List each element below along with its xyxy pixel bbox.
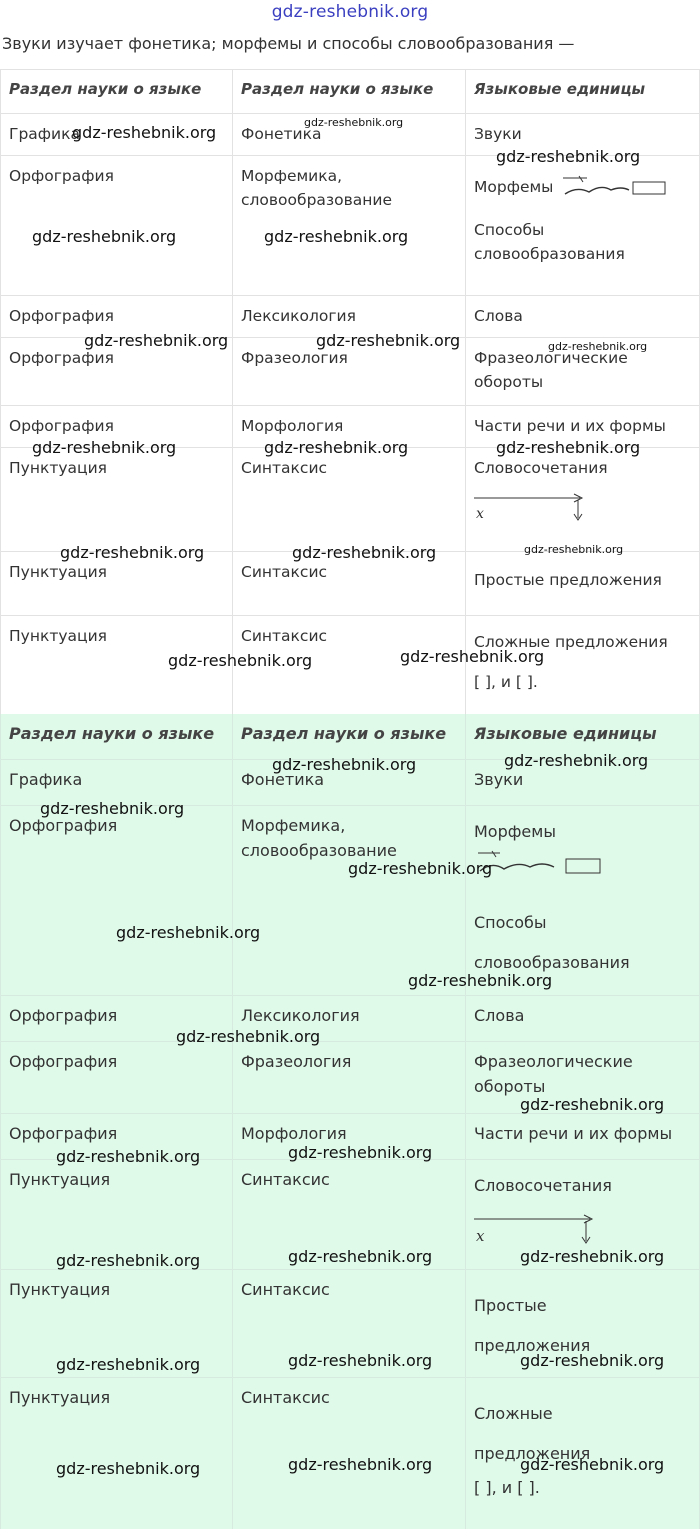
cell-section: Пунктуация [0, 552, 233, 615]
watermark-text: gdz-reshebnik.org [520, 1351, 665, 1370]
phrase-scheme-icon [474, 1211, 604, 1247]
watermark-text: gdz-reshebnik.org [72, 123, 217, 142]
cell-science: Фонетика [233, 760, 466, 805]
cell-science: Морфология [233, 406, 466, 447]
table-row [0, 616, 700, 716]
watermark-text: gdz-reshebnik.org [32, 438, 177, 457]
cell-section: Пунктуация [0, 1160, 233, 1269]
cell-section: Орфография [0, 996, 233, 1041]
scheme-x-label: x [476, 506, 484, 523]
watermark-text: gdz-reshebnik.org [520, 1095, 665, 1114]
cell-science: Морфемика, словообразование [233, 806, 466, 995]
watermark-text: gdz-reshebnik.org [496, 147, 641, 166]
header-col1: Раздел науки о языке [0, 70, 233, 113]
cell-units: Простые предложения [466, 552, 700, 615]
cell-units: Части речи и их формы [466, 406, 700, 447]
cell-section: Орфография [0, 1042, 233, 1113]
watermark-text: gdz-reshebnik.org [60, 543, 205, 562]
cell-science: Фразеология [233, 1042, 466, 1113]
table-highlighted [0, 714, 700, 1529]
table-header-row [0, 70, 700, 114]
watermark-text: gdz-reshebnik.org [520, 1455, 665, 1474]
cell-science: Морфемика, словообразование [233, 156, 466, 295]
morpheme-scheme-icon [474, 849, 604, 879]
phrases-label: Словосочетания [474, 1176, 612, 1195]
cell-science: Лексикология [233, 296, 466, 337]
watermark-text: gdz-reshebnik.org [56, 1355, 201, 1374]
cell-section: Орфография [0, 296, 233, 337]
cell-science: Синтаксис [233, 616, 466, 715]
cell-units [466, 156, 700, 295]
watermark-text: gdz-reshebnik.org [264, 438, 409, 457]
watermark-text: gdz-reshebnik.org [548, 340, 648, 353]
header-col3: Языковые единицы [466, 714, 700, 759]
complex-sentences-label: Сложные предложения [474, 1404, 591, 1463]
header-col3: Языковые единицы [466, 70, 700, 113]
header-col1: Раздел науки о языке [0, 714, 233, 759]
formation-methods: Способы словообразования [474, 912, 630, 972]
watermark-text: gdz-reshebnik.org [288, 1247, 433, 1266]
morpheme-scheme-icon [557, 174, 677, 200]
cell-science: Фонетика [233, 114, 466, 155]
cell-section: Графика [0, 760, 233, 805]
cell-units: Фразеологические обороты [466, 338, 700, 405]
morphemes-label: Морфемы [474, 177, 554, 196]
watermark-text: gdz-reshebnik.org [348, 859, 493, 878]
watermark-text: gdz-reshebnik.org [56, 1251, 201, 1270]
cell-units: Части речи и их формы [466, 1114, 700, 1159]
watermark-text: gdz-reshebnik.org [32, 227, 177, 246]
scheme-x-label: x [476, 1226, 485, 1245]
site-title: gdz-reshebnik.org [271, 2, 429, 22]
cell-section: Пунктуация [0, 1270, 233, 1377]
cell-section: Пунктуация [0, 448, 233, 551]
table-row [0, 806, 700, 996]
watermark-text: gdz-reshebnik.org [496, 438, 641, 457]
watermark-text: gdz-reshebnik.org [288, 1143, 433, 1162]
watermark-text: gdz-reshebnik.org [524, 543, 624, 556]
watermark-text: gdz-reshebnik.org [264, 227, 409, 246]
cell-section: Пунктуация [0, 616, 233, 715]
cell-science: Синтаксис [233, 1270, 466, 1377]
table-row [0, 996, 700, 1042]
morphemes-label: Морфемы [474, 822, 556, 841]
cell-units [466, 448, 700, 551]
complex-sentences-label: Сложные предложения [474, 633, 668, 651]
watermark-text: gdz-reshebnik.org [504, 751, 649, 770]
watermark-text: gdz-reshebnik.org [316, 331, 461, 350]
watermark-text: gdz-reshebnik.org [292, 543, 437, 562]
watermark-text: gdz-reshebnik.org [176, 1027, 321, 1046]
watermark-text: gdz-reshebnik.org [168, 651, 313, 670]
cell-units: Слова [466, 996, 700, 1041]
cell-science: Лексикология [233, 996, 466, 1041]
cell-units: Звуки [466, 760, 700, 805]
cell-units: Слова [466, 296, 700, 337]
table-row [0, 156, 700, 296]
watermark-text: gdz-reshebnik.org [40, 799, 185, 818]
cell-section: Орфография [0, 1114, 233, 1159]
header-col2: Раздел науки о языке [233, 70, 466, 113]
cell-section: Пунктуация [0, 1378, 233, 1529]
cell-science: Синтаксис [233, 1160, 466, 1269]
watermark-text: gdz-reshebnik.org [408, 971, 553, 990]
cell-science: Синтаксис [233, 448, 466, 551]
phrase-scheme-icon [474, 490, 594, 524]
cell-units: Простые предложения [466, 1270, 700, 1377]
cell-units: Звуки [466, 114, 700, 155]
table-row [0, 1378, 700, 1529]
cell-units [466, 1378, 700, 1529]
morphemes-line [474, 174, 677, 200]
watermark-text: gdz-reshebnik.org [56, 1459, 201, 1478]
cell-section: Орфография [0, 806, 233, 995]
table-row [0, 448, 700, 552]
complex-sentence-scheme: [ ], и [ ]. [474, 673, 538, 692]
watermark-text: gdz-reshebnik.org [272, 755, 417, 774]
phrases-label: Словосочетания [474, 459, 608, 477]
watermark-text: gdz-reshebnik.org [84, 331, 229, 350]
watermark-text: gdz-reshebnik.org [400, 647, 545, 666]
complex-sentence-scheme: [ ], и [ ]. [474, 1478, 540, 1497]
cell-science: Синтаксис [233, 1378, 466, 1529]
cell-section: Орфография [0, 406, 233, 447]
intro-text: Звуки изучает фонетика; морфемы и способы словообразования — [2, 34, 575, 53]
header-col2: Раздел науки о языке [233, 714, 466, 759]
watermark-text: gdz-reshebnik.org [304, 116, 404, 129]
watermark-text: gdz-reshebnik.org [288, 1351, 433, 1370]
formation-methods: Способы словообразования [474, 221, 625, 264]
cell-science: Синтаксис [233, 552, 466, 615]
table-original [0, 69, 700, 716]
watermark-text: gdz-reshebnik.org [116, 923, 261, 942]
watermark-text: gdz-reshebnik.org [56, 1147, 201, 1166]
cell-section: Орфография [0, 338, 233, 405]
cell-units: Фразеологические обороты [466, 1042, 700, 1113]
watermark-text: gdz-reshebnik.org [520, 1247, 665, 1266]
cell-units [466, 806, 700, 995]
cell-section: Графика [0, 114, 233, 155]
watermark-text: gdz-reshebnik.org [288, 1455, 433, 1474]
cell-science: Фразеология [233, 338, 466, 405]
cell-science: Морфология [233, 1114, 466, 1159]
cell-section: Орфография [0, 156, 233, 295]
